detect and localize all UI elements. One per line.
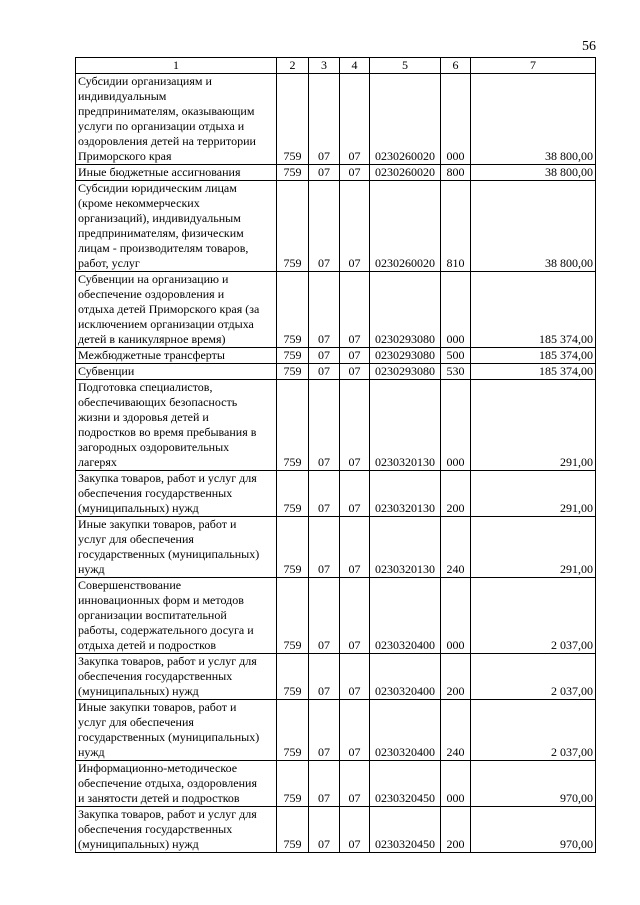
table-row	[76, 471, 596, 517]
code-target-article: 0230293080	[370, 272, 441, 348]
page-number: 56	[582, 39, 596, 54]
code-target-article: 0230320130	[370, 517, 441, 578]
code-subsection: 07	[340, 181, 370, 272]
code-expense-type: 000	[441, 578, 471, 654]
code-target-article: 0230260020	[370, 165, 441, 181]
code-ministry: 759	[277, 761, 309, 807]
code-expense-type: 800	[441, 165, 471, 181]
code-subsection: 07	[340, 364, 370, 380]
code-section: 07	[309, 807, 340, 853]
code-expense-type: 810	[441, 181, 471, 272]
table-row	[76, 272, 596, 348]
code-subsection: 07	[340, 272, 370, 348]
code-ministry: 759	[277, 74, 309, 165]
code-ministry: 759	[277, 165, 309, 181]
code-ministry: 759	[277, 348, 309, 364]
amount: 38 800,00	[471, 74, 596, 165]
table-row	[76, 380, 596, 471]
code-target-article: 0230320400	[370, 654, 441, 700]
code-target-article: 0230293080	[370, 364, 441, 380]
item-name: Межбюджетные трансферты	[76, 348, 277, 364]
code-expense-type: 500	[441, 348, 471, 364]
code-ministry: 759	[277, 380, 309, 471]
item-name: Совершенствование инновационных форм и методов организации воспитательной работы, содержательного досуга и отдыха детей и подростков	[76, 578, 277, 654]
amount: 291,00	[471, 380, 596, 471]
code-subsection: 07	[340, 471, 370, 517]
code-section: 07	[309, 517, 340, 578]
code-section: 07	[309, 700, 340, 761]
column-header: 1	[76, 58, 277, 74]
amount: 185 374,00	[471, 364, 596, 380]
code-expense-type: 000	[441, 74, 471, 165]
code-expense-type: 000	[441, 272, 471, 348]
code-expense-type: 000	[441, 761, 471, 807]
amount: 291,00	[471, 471, 596, 517]
code-expense-type: 240	[441, 517, 471, 578]
table-row	[76, 807, 596, 853]
code-expense-type: 200	[441, 471, 471, 517]
table-row	[76, 578, 596, 654]
code-section: 07	[309, 761, 340, 807]
code-expense-type: 240	[441, 700, 471, 761]
code-subsection: 07	[340, 380, 370, 471]
table-row	[76, 348, 596, 364]
column-header: 3	[309, 58, 340, 74]
code-target-article: 0230320130	[370, 471, 441, 517]
item-name: Иные бюджетные ассигнования	[76, 165, 277, 181]
table-row	[76, 74, 596, 165]
item-name: Иные закупки товаров, работ и услуг для обеспечения государственных (муниципальных) нужд	[76, 700, 277, 761]
code-ministry: 759	[277, 181, 309, 272]
column-header: 7	[471, 58, 596, 74]
code-expense-type: 200	[441, 654, 471, 700]
code-expense-type: 000	[441, 380, 471, 471]
budget-table	[75, 57, 596, 853]
code-ministry: 759	[277, 364, 309, 380]
code-section: 07	[309, 74, 340, 165]
item-name: Подготовка специалистов, обеспечивающих безопасность жизни и здоровья детей и подростков во время пребывания в загородных оздоровительных лагерях	[76, 380, 277, 471]
column-header: 2	[277, 58, 309, 74]
code-expense-type: 530	[441, 364, 471, 380]
table-row	[76, 761, 596, 807]
code-target-article: 0230320400	[370, 578, 441, 654]
table-row	[76, 165, 596, 181]
code-subsection: 07	[340, 348, 370, 364]
code-ministry: 759	[277, 272, 309, 348]
code-section: 07	[309, 348, 340, 364]
item-name: Субсидии юридическим лицам (кроме некоммерческих организаций), индивидуальным предпринимателям, физическим лицам - производителям товаров, работ, услуг	[76, 181, 277, 272]
amount: 38 800,00	[471, 181, 596, 272]
item-name: Субвенции на организацию и обеспечение оздоровления и отдыха детей Приморского края (за исключением организации отдыха детей в каникулярное время)	[76, 272, 277, 348]
table-row	[76, 700, 596, 761]
code-target-article: 0230320130	[370, 380, 441, 471]
code-subsection: 07	[340, 761, 370, 807]
code-section: 07	[309, 272, 340, 348]
code-section: 07	[309, 578, 340, 654]
code-subsection: 07	[340, 807, 370, 853]
code-section: 07	[309, 181, 340, 272]
table-row	[76, 654, 596, 700]
item-name: Информационно-методическое обеспечение отдыха, оздоровления и занятости детей и подростков	[76, 761, 277, 807]
amount: 185 374,00	[471, 272, 596, 348]
code-target-article: 0230260020	[370, 181, 441, 272]
code-subsection: 07	[340, 165, 370, 181]
header-row	[76, 58, 596, 74]
code-target-article: 0230320450	[370, 761, 441, 807]
amount: 2 037,00	[471, 654, 596, 700]
amount: 2 037,00	[471, 578, 596, 654]
item-name: Закупка товаров, работ и услуг для обеспечения государственных (муниципальных) нужд	[76, 654, 277, 700]
code-ministry: 759	[277, 807, 309, 853]
code-target-article: 0230320450	[370, 807, 441, 853]
item-name: Закупка товаров, работ и услуг для обеспечения государственных (муниципальных) нужд	[76, 807, 277, 853]
item-name: Закупка товаров, работ и услуг для обеспечения государственных (муниципальных) нужд	[76, 471, 277, 517]
code-target-article: 0230260020	[370, 74, 441, 165]
code-subsection: 07	[340, 654, 370, 700]
code-section: 07	[309, 654, 340, 700]
code-ministry: 759	[277, 471, 309, 517]
amount: 2 037,00	[471, 700, 596, 761]
code-ministry: 759	[277, 700, 309, 761]
code-section: 07	[309, 380, 340, 471]
code-expense-type: 200	[441, 807, 471, 853]
amount: 185 374,00	[471, 348, 596, 364]
item-name: Субсидии организациям и индивидуальным предпринимателям, оказывающим услуги по организации отдыха и оздоровления детей на территории Приморского края	[76, 74, 277, 165]
code-section: 07	[309, 165, 340, 181]
code-target-article: 0230320400	[370, 700, 441, 761]
code-target-article: 0230293080	[370, 348, 441, 364]
code-subsection: 07	[340, 578, 370, 654]
item-name: Иные закупки товаров, работ и услуг для обеспечения государственных (муниципальных) нужд	[76, 517, 277, 578]
code-section: 07	[309, 364, 340, 380]
column-header: 5	[370, 58, 441, 74]
table-row	[76, 517, 596, 578]
amount: 38 800,00	[471, 165, 596, 181]
code-ministry: 759	[277, 654, 309, 700]
column-header: 6	[441, 58, 471, 74]
column-header: 4	[340, 58, 370, 74]
item-name: Субвенции	[76, 364, 277, 380]
amount: 970,00	[471, 761, 596, 807]
code-subsection: 07	[340, 74, 370, 165]
code-ministry: 759	[277, 517, 309, 578]
code-section: 07	[309, 471, 340, 517]
code-subsection: 07	[340, 517, 370, 578]
code-subsection: 07	[340, 700, 370, 761]
table-row	[76, 364, 596, 380]
table-row	[76, 181, 596, 272]
amount: 291,00	[471, 517, 596, 578]
amount: 970,00	[471, 807, 596, 853]
code-ministry: 759	[277, 578, 309, 654]
